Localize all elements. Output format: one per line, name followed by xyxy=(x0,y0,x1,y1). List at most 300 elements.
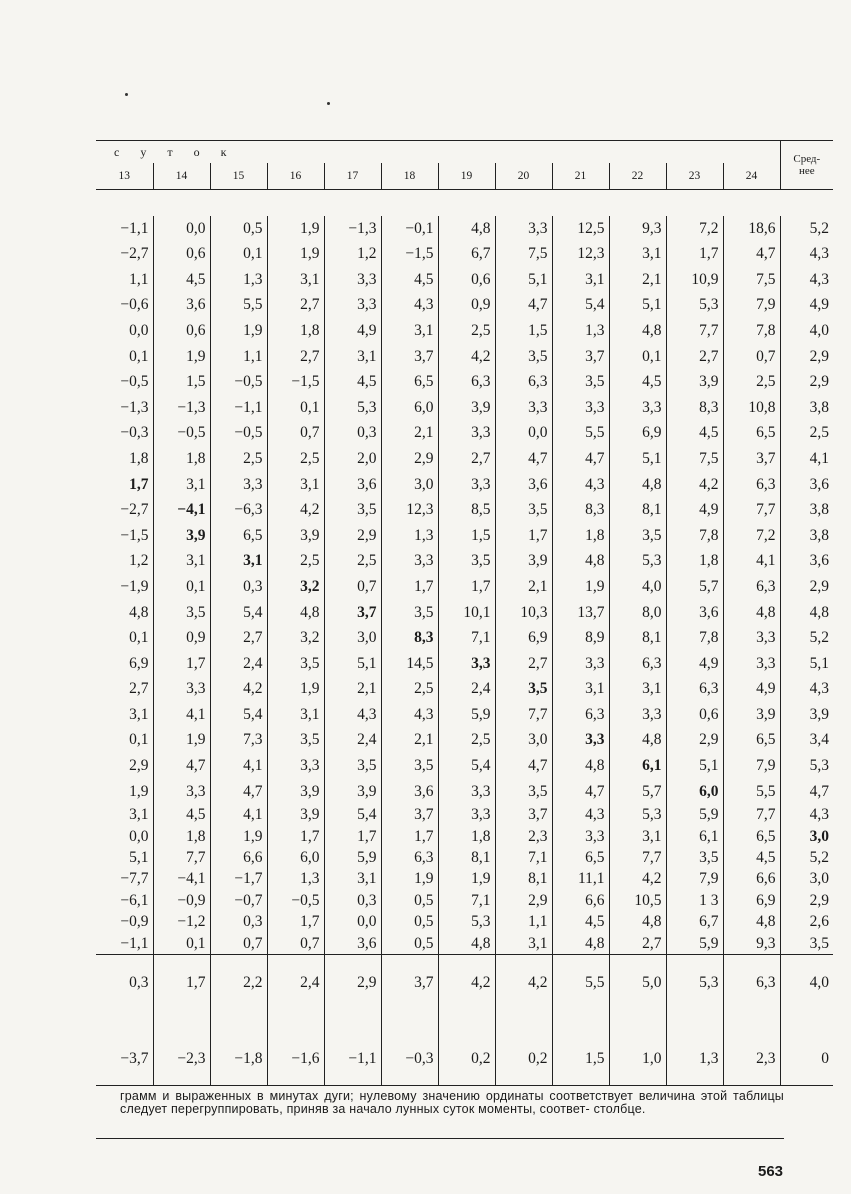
table-cell: 0,0 xyxy=(153,216,210,242)
table-cell: 3,2 xyxy=(267,625,324,651)
table-cell: 6,0 xyxy=(666,779,723,805)
column-header-21: 21 xyxy=(552,163,609,190)
table-cell: 1,2 xyxy=(324,241,381,267)
table-cell: 5,2 xyxy=(780,216,833,242)
summary-cell: 4,0 xyxy=(780,955,833,1012)
table-cell: 3,3 xyxy=(552,727,609,753)
table-row xyxy=(96,702,833,728)
table-cell: 4,8 xyxy=(756,913,776,931)
table-cell: 6,5 xyxy=(381,369,438,395)
table-cell: 7,9 xyxy=(756,296,776,314)
table-cell: 3,5 xyxy=(267,651,324,677)
column-header-13: 13 xyxy=(96,163,153,190)
table-row xyxy=(96,574,833,600)
table-row xyxy=(96,369,833,395)
table-cell: 3,9 xyxy=(495,548,552,574)
table-cell: 3,9 xyxy=(153,523,210,549)
table-cell: −0,3 xyxy=(96,420,153,446)
table-cell: 0,6 xyxy=(438,267,495,293)
table-cell: −0,9 xyxy=(96,911,153,932)
table-cell: 4,2 xyxy=(609,868,666,889)
summary-cell: 4,2 xyxy=(438,955,495,1012)
table-cell: 5,4 xyxy=(210,702,267,728)
table-cell: 2,4 xyxy=(324,727,381,753)
table-cell: 3,6 xyxy=(495,472,552,498)
summary-cell: 6,3 xyxy=(723,955,780,1012)
table-cell: 1,8 xyxy=(666,548,723,574)
table-cell: 0,1 xyxy=(267,395,324,421)
table-cell: 3,6 xyxy=(381,779,438,805)
table-cell: 3,3 xyxy=(438,651,495,677)
table-cell: 3,1 xyxy=(381,318,438,344)
table-cell: −0,6 xyxy=(96,292,153,318)
table-cell: 3,0 xyxy=(324,625,381,651)
table-cell: 10,5 xyxy=(609,890,666,911)
summary-cell: −1,1 xyxy=(324,1033,381,1086)
print-speck xyxy=(125,93,128,96)
table-cell: −0,5 xyxy=(267,890,324,911)
table-cell: 3,9 xyxy=(267,523,324,549)
table-cell: 3,3 xyxy=(267,753,324,779)
table-cell: 4,8 xyxy=(780,600,833,626)
table-row xyxy=(96,446,833,472)
table-cell: 9,3 xyxy=(609,216,666,242)
table-cell: 2,5 xyxy=(756,373,776,391)
summary-gap-cell xyxy=(267,1011,324,1033)
table-cell: 1,8 xyxy=(438,826,495,847)
table-cell: 6,1 xyxy=(666,826,723,847)
table-cell: 4,9 xyxy=(780,292,833,318)
table-cell: 3,3 xyxy=(324,292,381,318)
table-row xyxy=(96,472,833,498)
table-row xyxy=(96,933,833,955)
table-cell: 3,9 xyxy=(267,779,324,805)
table-row xyxy=(96,497,833,523)
table-cell: 4,7 xyxy=(210,779,267,805)
table-cell: 1,7 xyxy=(267,911,324,932)
table-cell: 3,1 xyxy=(324,868,381,889)
table-cell: 7,8 xyxy=(666,625,723,651)
table-cell: 10,3 xyxy=(495,600,552,626)
table-cell: 5,1 xyxy=(609,292,666,318)
table-cell: 3,9 xyxy=(756,705,776,723)
summary-gap-cell xyxy=(381,1011,438,1033)
summary-cell: −0,3 xyxy=(381,1033,438,1086)
table-cell: 4,8 xyxy=(609,727,666,753)
table-cell: 5,2 xyxy=(780,847,833,868)
table-cell: 1,9 xyxy=(381,868,438,889)
table-cell: 7,7 xyxy=(756,806,776,824)
table-cell: 6,1 xyxy=(609,753,666,779)
table-cell: 1,5 xyxy=(153,369,210,395)
table-cell: −1,9 xyxy=(96,574,153,600)
table-cell: 4,8 xyxy=(609,472,666,498)
table-cell: 3,0 xyxy=(381,472,438,498)
table-cell: 3,1 xyxy=(324,344,381,370)
table-cell: −4,1 xyxy=(153,868,210,889)
table-cell: 3,6 xyxy=(153,292,210,318)
summary-cell: 0,3 xyxy=(96,955,153,1012)
table-cell: 0,6 xyxy=(153,318,210,344)
table-cell: 7,1 xyxy=(438,890,495,911)
table-cell: 7,7 xyxy=(153,847,210,868)
table-cell: 3,3 xyxy=(609,395,666,421)
table-cell: 6,3 xyxy=(552,702,609,728)
table-cell: 4,7 xyxy=(495,753,552,779)
table-cell: 0,1 xyxy=(96,625,153,651)
table-cell: 3,8 xyxy=(780,395,833,421)
table-cell: 1,7 xyxy=(438,574,495,600)
table-cell: 4,9 xyxy=(324,318,381,344)
table-cell: 5,4 xyxy=(324,804,381,825)
table-cell: 4,3 xyxy=(780,804,833,825)
table-cell: −0,7 xyxy=(210,890,267,911)
table-row xyxy=(96,344,833,370)
table-cell: 7,7 xyxy=(609,847,666,868)
table-cell: 8,1 xyxy=(609,497,666,523)
table-cell: 6,3 xyxy=(438,369,495,395)
summary-cell: 5,0 xyxy=(609,955,666,1012)
table-cell: 0,7 xyxy=(324,574,381,600)
table-cell: −1,3 xyxy=(324,216,381,242)
table-row xyxy=(96,523,833,549)
table-cell: 0,1 xyxy=(210,241,267,267)
table-cell: 1,9 xyxy=(96,779,153,805)
table-row xyxy=(96,292,833,318)
table-cell: −4,1 xyxy=(153,497,210,523)
table-cell: 2,9 xyxy=(780,890,833,911)
table-cell: 6,9 xyxy=(756,891,776,909)
table-cell: 4,8 xyxy=(756,603,776,621)
table-cell: 1,3 xyxy=(210,267,267,293)
table-row xyxy=(96,420,833,446)
table-cell: 0,5 xyxy=(210,216,267,242)
table-cell: 3,6 xyxy=(780,472,833,498)
table-cell: 1,7 xyxy=(96,472,153,498)
table-cell: 6,5 xyxy=(756,827,776,845)
table-cell: 7,2 xyxy=(756,526,776,544)
table-cell: 2,7 xyxy=(210,625,267,651)
table-cell: 0,1 xyxy=(153,933,210,955)
table-cell: 0,7 xyxy=(267,933,324,955)
table-cell: 3,3 xyxy=(153,779,210,805)
table-cell: 5,1 xyxy=(324,651,381,677)
table-cell: 5,3 xyxy=(324,395,381,421)
table-cell: 4,7 xyxy=(495,446,552,472)
table-row xyxy=(96,216,833,242)
table-cell: 2,7 xyxy=(609,933,666,955)
table-cell: 3,6 xyxy=(780,548,833,574)
table-cell: 3,6 xyxy=(666,600,723,626)
table-cell: 6,5 xyxy=(210,523,267,549)
column-group-header: с у т о к xyxy=(96,141,780,164)
summary-cell: 2,3 xyxy=(723,1033,780,1086)
table-cell: 5,9 xyxy=(438,702,495,728)
table-cell: 3,5 xyxy=(552,369,609,395)
summary-cell: −1,8 xyxy=(210,1033,267,1086)
table-cell: 1,7 xyxy=(267,826,324,847)
table-cell: 6,6 xyxy=(210,847,267,868)
table-cell: 10,9 xyxy=(666,267,723,293)
table-cell: 4,5 xyxy=(552,911,609,932)
summary-cell: 5,3 xyxy=(666,955,723,1012)
table-cell: 3,3 xyxy=(495,216,552,242)
table-cell: 1,7 xyxy=(495,523,552,549)
table-cell: 4,8 xyxy=(267,600,324,626)
table-cell: 4,1 xyxy=(756,552,776,570)
table-cell: 0,0 xyxy=(96,318,153,344)
table-cell: 3,1 xyxy=(609,826,666,847)
table-cell: 3,1 xyxy=(609,241,666,267)
table-cell: 3,1 xyxy=(153,548,210,574)
summary-gap-cell xyxy=(780,1011,833,1033)
table-cell: 3,5 xyxy=(324,497,381,523)
table-cell: 4,9 xyxy=(756,680,776,698)
table-cell: 3,5 xyxy=(381,753,438,779)
summary-cell: 4,2 xyxy=(495,955,552,1012)
table-cell: 8,0 xyxy=(609,600,666,626)
table-cell: 1,9 xyxy=(267,216,324,242)
table-cell: 6,6 xyxy=(756,870,776,888)
table-cell: 3,1 xyxy=(267,702,324,728)
table-cell: 1,8 xyxy=(552,523,609,549)
table-cell: 1,3 xyxy=(552,318,609,344)
table-cell: 5,4 xyxy=(210,600,267,626)
table-cell: 3,0 xyxy=(495,727,552,753)
table-cell: 4,8 xyxy=(552,753,609,779)
table-cell: 3,1 xyxy=(153,472,210,498)
table-cell: 4,2 xyxy=(210,676,267,702)
table-cell: 3,3 xyxy=(756,629,776,647)
table-cell: 4,7 xyxy=(756,245,776,263)
table-cell: −6,1 xyxy=(96,890,153,911)
table-row xyxy=(96,890,833,911)
average-column-header: Сред- нее xyxy=(780,141,833,190)
table-cell: 1,9 xyxy=(552,574,609,600)
bottom-rule xyxy=(96,1138,784,1139)
table-cell: 3,0 xyxy=(780,826,833,847)
summary-cell: 1,0 xyxy=(609,1033,666,1086)
table-cell: 2,9 xyxy=(780,344,833,370)
table-cell: 5,1 xyxy=(666,753,723,779)
summary-cell: 2,2 xyxy=(210,955,267,1012)
table-cell: 4,0 xyxy=(780,318,833,344)
table-cell: 4,7 xyxy=(495,292,552,318)
table-cell: 0,6 xyxy=(666,702,723,728)
table-cell: 3,5 xyxy=(495,779,552,805)
table-cell: 4,5 xyxy=(756,849,776,867)
table-cell: 4,9 xyxy=(666,497,723,523)
table-cell: 3,3 xyxy=(438,804,495,825)
table-cell: 4,8 xyxy=(609,318,666,344)
table-cell: 3,3 xyxy=(438,472,495,498)
summary-cell: 2,9 xyxy=(324,955,381,1012)
table-cell: −6,3 xyxy=(210,497,267,523)
table-cell: 4,3 xyxy=(780,267,833,293)
summary-body xyxy=(96,955,833,1086)
column-header-17: 17 xyxy=(324,163,381,190)
table-cell: 0,7 xyxy=(756,347,776,365)
table-cell: 1,5 xyxy=(495,318,552,344)
table-cell: 3,5 xyxy=(780,933,833,955)
table-cell: 4,1 xyxy=(153,702,210,728)
table-cell: 5,9 xyxy=(666,933,723,955)
table-cell: 3,1 xyxy=(96,702,153,728)
table-row xyxy=(96,651,833,677)
table-cell: 5,7 xyxy=(666,574,723,600)
table-cell: 18,6 xyxy=(748,219,776,237)
table-cell: 7,7 xyxy=(756,501,776,519)
table-cell: 1,5 xyxy=(438,523,495,549)
table-cell: 5,7 xyxy=(609,779,666,805)
table-cell: 1,1 xyxy=(96,267,153,293)
summary-min-row xyxy=(96,1033,833,1086)
table-cell: 2,9 xyxy=(324,523,381,549)
table-cell: 1,8 xyxy=(267,318,324,344)
print-speck xyxy=(327,102,330,105)
table-cell: 1,7 xyxy=(666,241,723,267)
table-cell: 3,1 xyxy=(552,676,609,702)
table-cell: 5,3 xyxy=(780,753,833,779)
table-cell: 4,8 xyxy=(552,933,609,955)
table-cell: 5,1 xyxy=(609,446,666,472)
table-cell: 3,0 xyxy=(780,868,833,889)
table-cell: 2,9 xyxy=(780,369,833,395)
table-cell: 3,3 xyxy=(210,472,267,498)
table-cell: 6,5 xyxy=(756,731,776,749)
table-cell: 5,3 xyxy=(609,548,666,574)
table-cell: 3,8 xyxy=(780,497,833,523)
table-cell: 2,9 xyxy=(780,574,833,600)
table-cell: 0,3 xyxy=(210,911,267,932)
table-cell: 4,3 xyxy=(552,804,609,825)
table-cell: −1,5 xyxy=(96,523,153,549)
table-cell: 1,7 xyxy=(153,651,210,677)
lunar-day-table xyxy=(96,140,833,1086)
table-row xyxy=(96,267,833,293)
table-cell: 3,5 xyxy=(666,847,723,868)
table-cell: −0,1 xyxy=(381,216,438,242)
table-cell: 5,3 xyxy=(438,911,495,932)
data-table-wrap xyxy=(96,140,830,1086)
table-cell: 3,1 xyxy=(552,267,609,293)
table-cell: 4,5 xyxy=(609,369,666,395)
summary-gap-cell xyxy=(210,1011,267,1033)
summary-gap-cell xyxy=(552,1011,609,1033)
table-cell: 3,3 xyxy=(552,651,609,677)
table-cell: 0,3 xyxy=(210,574,267,600)
table-cell: 6,7 xyxy=(438,241,495,267)
table-row xyxy=(96,753,833,779)
table-cell: 2,5 xyxy=(324,548,381,574)
column-header-19: 19 xyxy=(438,163,495,190)
table-cell: 0,0 xyxy=(324,911,381,932)
table-cell: 4,5 xyxy=(381,267,438,293)
table-cell: 4,8 xyxy=(552,548,609,574)
table-cell: 5,9 xyxy=(666,804,723,825)
table-cell: 1,9 xyxy=(210,318,267,344)
table-cell: 2,5 xyxy=(210,446,267,472)
table-cell: 3,3 xyxy=(381,548,438,574)
table-cell: 3,3 xyxy=(756,654,776,672)
table-cell: 3,7 xyxy=(495,804,552,825)
table-cell: 3,5 xyxy=(324,753,381,779)
table-cell: 7,8 xyxy=(756,321,776,339)
table-cell: 4,0 xyxy=(609,574,666,600)
table-cell: 1,8 xyxy=(153,446,210,472)
table-cell: 2,1 xyxy=(609,267,666,293)
table-cell: 3,9 xyxy=(780,702,833,728)
table-cell: 4,7 xyxy=(780,779,833,805)
table-cell: 1,8 xyxy=(153,826,210,847)
table-cell: 3,6 xyxy=(324,472,381,498)
table-cell: 6,6 xyxy=(552,890,609,911)
table-cell: 5,4 xyxy=(438,753,495,779)
table-cell: 3,7 xyxy=(324,600,381,626)
table-cell: 4,5 xyxy=(153,804,210,825)
table-cell: 4,5 xyxy=(153,267,210,293)
table-cell: 3,6 xyxy=(324,933,381,955)
table-cell: −1,3 xyxy=(96,395,153,421)
table-cell: 2,5 xyxy=(267,446,324,472)
table-cell: 2,9 xyxy=(96,753,153,779)
table-cell: 1 3 xyxy=(666,890,723,911)
table-cell: 4,2 xyxy=(438,344,495,370)
summary-cell: 1,3 xyxy=(666,1033,723,1086)
table-cell: 3,3 xyxy=(153,676,210,702)
table-cell: 3,3 xyxy=(324,267,381,293)
table-cell: −0,5 xyxy=(210,369,267,395)
table-cell: 0,9 xyxy=(153,625,210,651)
table-cell: 0,7 xyxy=(210,933,267,955)
table-cell: −2,7 xyxy=(96,497,153,523)
table-cell: 5,5 xyxy=(210,292,267,318)
table-cell: 2,4 xyxy=(210,651,267,677)
table-cell: 4,7 xyxy=(552,446,609,472)
table-cell: −7,7 xyxy=(96,868,153,889)
table-cell: 0,6 xyxy=(153,241,210,267)
table-cell: 5,5 xyxy=(756,782,776,800)
table-cell: 13,7 xyxy=(552,600,609,626)
table-cell: 9,3 xyxy=(756,934,776,952)
table-cell: 2,7 xyxy=(495,651,552,677)
table-cell: 5,4 xyxy=(552,292,609,318)
table-cell: 0,0 xyxy=(495,420,552,446)
column-header-23: 23 xyxy=(666,163,723,190)
table-cell: 4,8 xyxy=(96,600,153,626)
table-row xyxy=(96,676,833,702)
column-header-16: 16 xyxy=(267,163,324,190)
summary-cell: −1,6 xyxy=(267,1033,324,1086)
summary-gap-cell xyxy=(666,1011,723,1033)
table-cell: 1,7 xyxy=(324,826,381,847)
table-cell: 4,8 xyxy=(609,911,666,932)
table-cell: −1,7 xyxy=(210,868,267,889)
table-cell: 3,7 xyxy=(381,344,438,370)
table-cell: −1,3 xyxy=(153,395,210,421)
table-cell: 5,1 xyxy=(96,847,153,868)
table-cell: 6,3 xyxy=(495,369,552,395)
page-number: 563 xyxy=(758,1163,784,1180)
table-cell: 5,5 xyxy=(552,420,609,446)
table-cell: 3,7 xyxy=(756,449,776,467)
table-cell: 1,2 xyxy=(96,548,153,574)
table-cell: 5,1 xyxy=(495,267,552,293)
table-cell: 2,6 xyxy=(780,911,833,932)
table-cell: 3,4 xyxy=(780,727,833,753)
table-cell: 1,1 xyxy=(495,911,552,932)
table-cell: 3,9 xyxy=(324,779,381,805)
